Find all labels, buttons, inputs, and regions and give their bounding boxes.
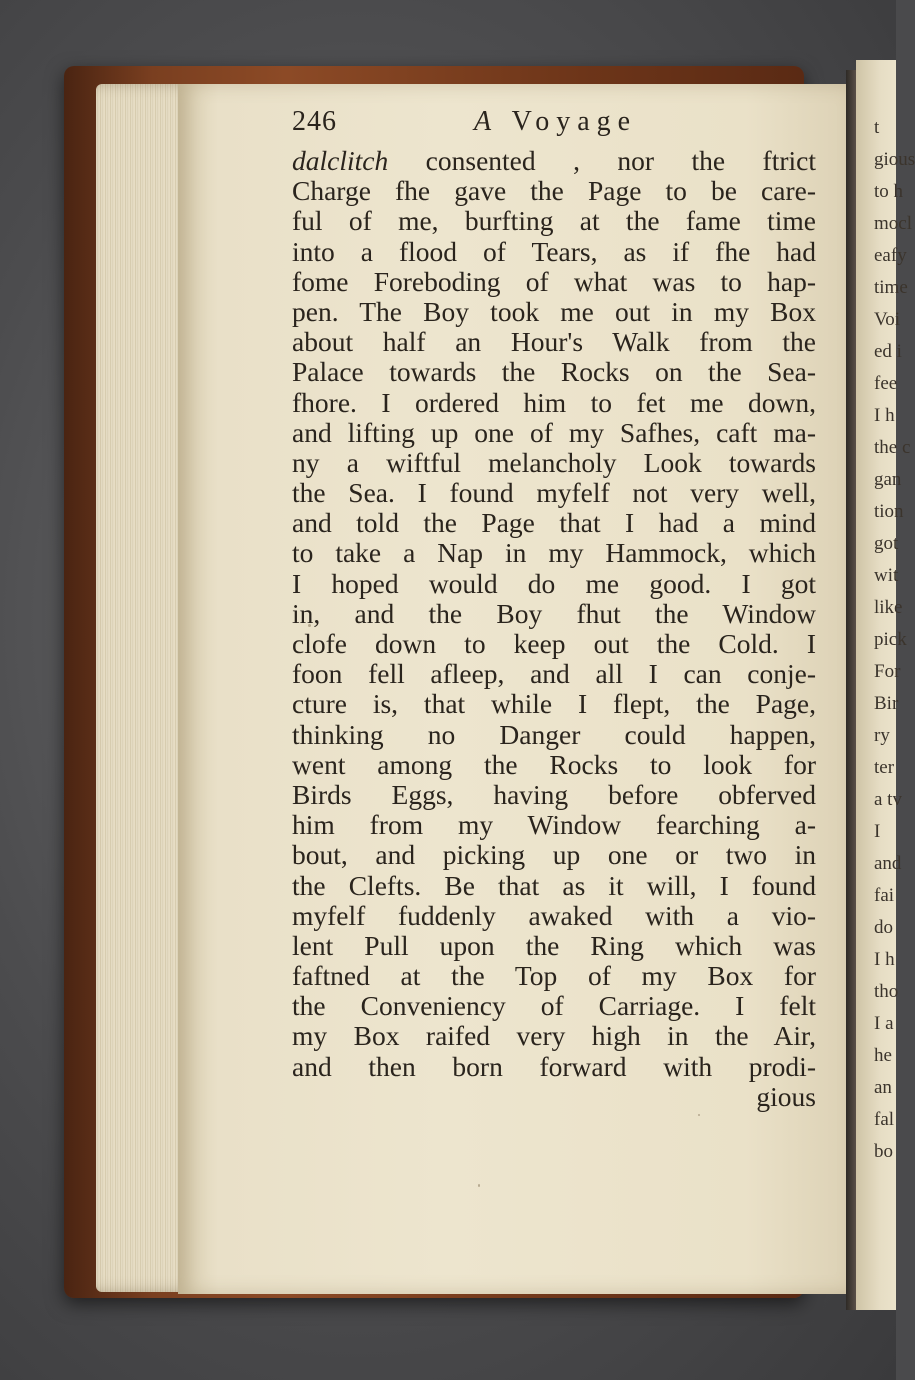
paper-speck	[478, 1184, 480, 1187]
facing-page	[856, 60, 915, 1310]
text-line	[292, 871, 816, 901]
text-line	[292, 327, 816, 357]
text-line	[292, 720, 816, 750]
facing-page-fragment: like	[874, 597, 903, 618]
text-line	[292, 418, 816, 448]
facing-page-fragment: t	[874, 117, 880, 138]
text-line	[292, 810, 816, 840]
text-run: Birds Eggs, having before obferved	[292, 778, 816, 810]
facing-page-fragment: time	[874, 277, 908, 298]
text-line	[292, 176, 816, 206]
facing-page-fragment: wit	[874, 565, 899, 586]
text-run: fome Foreboding of what was to hap-	[292, 265, 816, 297]
text-run: ny a wiftful melancholy Look towards	[292, 446, 816, 478]
facing-page-fragment: a tv	[874, 789, 902, 810]
text-run: bout, and picking up one or two in	[292, 839, 816, 871]
text-line	[292, 538, 816, 568]
running-title-article: A	[474, 106, 499, 137]
text-run: faftned at the Top of my Box for	[292, 960, 816, 992]
page-number: 246	[292, 106, 337, 137]
text-run: ful of me, burfting at the fame time	[292, 205, 816, 237]
facing-page-fragment: I h	[874, 949, 895, 970]
text-line	[292, 599, 816, 629]
text-run: Palace towards the Rocks on the Sea-	[292, 356, 816, 388]
text-run: fhore. I ordered him to fet me down,	[292, 386, 816, 418]
text-line	[292, 659, 816, 689]
text-line	[292, 931, 816, 961]
text-run: consented , nor the ftrict	[388, 145, 816, 176]
text-line	[292, 961, 816, 991]
text-line	[292, 750, 816, 780]
text-line	[292, 267, 816, 297]
running-title-word: Voyage	[511, 106, 638, 137]
facing-page-fragment: Bir	[874, 693, 899, 714]
text-run: pen. The Boy took me out in my Box	[292, 295, 816, 327]
text-line	[292, 508, 816, 538]
facing-page-fragment: got	[874, 533, 899, 554]
facing-page-fragment: the c	[874, 437, 911, 458]
facing-page-fragment: I	[874, 821, 881, 842]
text-run: him from my Window fearching a-	[292, 809, 816, 841]
text-run: my Box raifed very high in the Air,	[292, 1020, 816, 1052]
text-line	[292, 1021, 816, 1051]
facing-page-fragment: Voi	[874, 309, 901, 330]
text-line	[292, 297, 816, 327]
facing-page-fragment: fee	[874, 373, 898, 394]
facing-page-fragment: he	[874, 1045, 892, 1066]
body-text	[292, 146, 816, 1112]
text-line	[292, 448, 816, 478]
text-line	[292, 840, 816, 870]
text-line	[292, 569, 816, 599]
text-run: the Clefts. Be that as it will, I found	[292, 869, 816, 901]
text-run: thinking no Danger could happen,	[292, 718, 816, 750]
facing-page-fragment: eafy	[874, 245, 907, 266]
facing-page-fragment: fai	[874, 885, 895, 906]
text-run: cture is, that while I flept, the Page,	[292, 688, 816, 720]
text-line	[292, 901, 816, 931]
facing-page-fragment: tho	[874, 981, 899, 1002]
text-run: clofe down to keep out the Cold. I	[292, 628, 816, 659]
text-run: Charge fhe gave the Page to be care-	[292, 175, 816, 207]
text-run: foon fell afleep, and all I can conje-	[292, 658, 816, 690]
text-line	[292, 689, 816, 719]
facing-page-fragment: tion	[874, 501, 904, 522]
text-run: lent Pull upon the Ring which was	[292, 929, 816, 961]
text-run: the Sea. I found myfelf not very well,	[292, 477, 816, 509]
text-run: myfelf fuddenly awaked with a vio-	[292, 899, 816, 931]
text-line	[292, 780, 816, 810]
text-line	[292, 206, 816, 236]
text-run: and lifting up one of my Safhes, caft ma-	[292, 416, 816, 448]
text-line	[292, 478, 816, 508]
facing-page-fragment: ed i	[874, 341, 902, 362]
running-head	[292, 104, 812, 140]
text-run: in, and the Boy fhut the Window	[292, 597, 816, 629]
facing-page-fragment: For	[874, 661, 901, 682]
text-run: to take a Nap in my Hammock, which	[292, 537, 816, 569]
facing-page-fragment: pick	[874, 629, 907, 650]
facing-page-fragment: gious	[874, 149, 915, 170]
text-line	[292, 388, 816, 418]
text-run: about half an Hour's Walk from the	[292, 326, 816, 358]
facing-page-fragment: I a	[874, 1013, 894, 1034]
text-run: and told the Page that I had a mind	[292, 507, 816, 539]
text-line	[292, 357, 816, 387]
text-run: the Conveniency of Carriage. I felt	[292, 990, 816, 1022]
facing-page-fragment: to h	[874, 181, 904, 202]
facing-page-fragment: do	[874, 917, 893, 938]
facing-page-fragment: I h	[874, 405, 895, 426]
text-run: dalclitch	[292, 145, 389, 176]
text-line	[292, 629, 816, 659]
text-line	[292, 237, 816, 267]
facing-page-fragment: fal	[874, 1109, 895, 1130]
paper-speck	[698, 1114, 700, 1116]
text-run: I hoped would do me good. I got	[292, 567, 816, 599]
book-gutter	[846, 70, 856, 1310]
text-run: and then born forward with prodi-	[292, 1050, 816, 1082]
text-line	[292, 146, 816, 176]
facing-page-fragment: ry	[874, 725, 890, 746]
facing-page-fragment: ter	[874, 757, 895, 778]
facing-page-fragment: gan	[874, 469, 902, 490]
text-run: into a flood of Tears, as if fhe had	[292, 235, 816, 267]
text-run: went among the Rocks to look for	[292, 748, 816, 780]
text-line	[292, 991, 816, 1021]
text-line	[292, 1052, 816, 1082]
catchword: gious	[756, 1080, 816, 1112]
facing-page-fragment: mocl	[874, 213, 912, 234]
facing-page-fragment: bo	[874, 1141, 893, 1162]
facing-page-fragment: an	[874, 1077, 892, 1098]
facing-page-fragment: and	[874, 853, 902, 874]
running-title	[474, 104, 637, 140]
